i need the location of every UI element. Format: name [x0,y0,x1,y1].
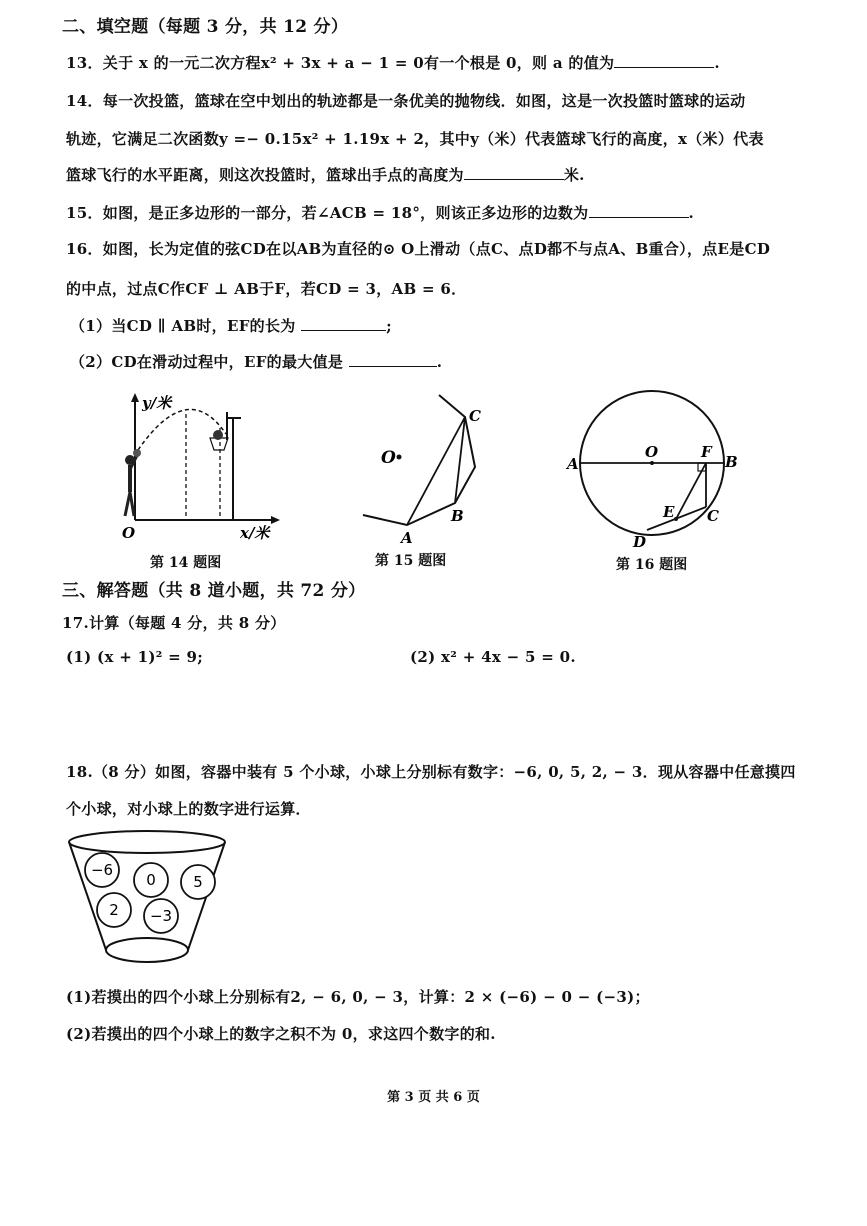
x-axis-label: x/米 [240,524,270,542]
y-axis-label: y/米 [142,394,172,412]
point-E [674,517,678,521]
label-A: A [401,529,413,547]
question-16-line-2: 的中点，过点C作CF ⊥ AB于F，若CD = 3，AB = 6． [66,280,467,298]
ball [181,865,215,899]
section-heading-solve: 三、解答题（共 8 道小题，共 72 分） [62,581,366,601]
label-O: O [381,448,396,468]
question-15 [66,202,694,223]
container-rim [69,831,225,853]
y-axis-arrow [131,393,139,402]
question-17-part-1: (1) (x + 1)² = 9; [66,648,204,666]
section-heading-fill-in: 二、填空题（每题 3 分，共 12 分） [62,17,349,37]
ball-label: 5 [193,873,203,891]
label-F: F [701,443,712,461]
question-14-line-2: 轨迹，它满足二次函数y =− 0.15x² + 1.19x + 2，其中y（米）代表篮球飞行的高度，x（米）代表 [66,130,764,148]
ball-label: −6 [90,861,114,879]
figure-16-caption: 第 16 题图 [616,557,688,573]
player-figure [125,449,141,516]
answer-blank-16-1[interactable] [301,316,386,331]
x-axis-arrow [271,516,280,524]
label-C: C [469,407,481,425]
ball-label: −3 [149,907,173,925]
segment-BC [455,417,465,503]
figure-14-caption: 第 14 题图 [150,555,222,571]
answer-blank-16-2[interactable] [349,352,437,367]
trajectory-curve [138,410,226,451]
origin-label: O [122,524,136,542]
answer-blank-13[interactable] [614,53,714,68]
question-13-end: . [714,54,720,72]
ball [97,893,131,927]
ball-container-figure [64,828,234,980]
ball-label: 0 [146,871,156,889]
question-13-text: 13．关于 x 的一元二次方程x² + 3x + a − 1 = 0有一个根是 0，则 a 的值为 [66,54,615,72]
question-18-line-1: 18.（8 分）如图，容器中装有 5 个小球，小球上分别标有数字：−6, 0, 5, 2, − 3．现从容器中任意摸四 [66,763,796,781]
label-A: A [567,455,579,473]
question-15-text: 15．如图，是正多边形的一部分，若∠ACB = 18°，则该正多边形的边数为 [66,204,589,222]
answer-blank-15[interactable] [589,203,689,218]
label-B: B [451,507,464,525]
figure-14-diagram [100,388,290,548]
label-D: D [633,533,647,551]
question-14-line-3 [66,164,585,185]
label-C: C [707,507,719,525]
question-16-line-1: 16．如图，长为定值的弦CD在以AB为直径的⊙ O上滑动（点C、点D都不与点A、B重合），点E是CD [66,240,771,258]
question-17-part-2: (2) x² + 4x − 5 = 0. [410,648,576,666]
point-O [650,461,654,465]
polygon-edges [363,395,475,525]
question-16-part-1 [70,315,392,336]
ball-label: 2 [109,901,119,919]
question-14-unit: 米. [563,166,585,184]
question-18-part-2: (2)若摸出的四个小球上的数字之积不为 0，求这四个数字的和. [66,1025,496,1043]
basketball [213,430,223,440]
label-E: E [663,503,675,521]
answer-blank-14[interactable] [464,165,564,180]
question-16-part-1-text: （1）当CD ∥ AB时，EF的长为 [70,317,296,335]
question-16-part-2 [70,351,442,372]
container-base [106,938,188,962]
figure-15-diagram [355,385,505,550]
question-16-part-2-text: （2）CD在滑动过程中，EF的最大值是 [70,353,344,371]
figure-16-diagram [565,385,745,555]
question-14-line-1: 14．每一次投篮，篮球在空中划出的轨迹都是一条优美的抛物线．如图，这是一次投篮时篮球的运动 [66,92,746,110]
question-18-line-2: 个小球，对小球上的数字进行运算． [66,800,311,818]
question-17-title: 17.计算（每题 4 分，共 8 分） [62,614,286,632]
question-13 [66,52,720,73]
figure-15-caption: 第 15 题图 [375,553,447,569]
question-15-end: . [688,204,695,222]
center-point [397,455,402,460]
ball [85,853,119,887]
question-14-text: 篮球飞行的水平距离，则这次投篮时，篮球出手点的高度为 [66,166,464,184]
question-18-part-1: (1)若摸出的四个小球上分别标有2, − 6, 0, − 3，计算：2 × (−6) − 0 − (−3)； [66,988,650,1006]
question-16-part-1-end: ; [386,317,392,335]
label-B: B [725,453,738,471]
page-number: 第 3 页 共 6 页 [387,1090,480,1105]
ball [144,899,178,933]
ball [134,863,168,897]
label-O: O [645,443,659,461]
question-16-part-2-end: . [436,353,443,371]
